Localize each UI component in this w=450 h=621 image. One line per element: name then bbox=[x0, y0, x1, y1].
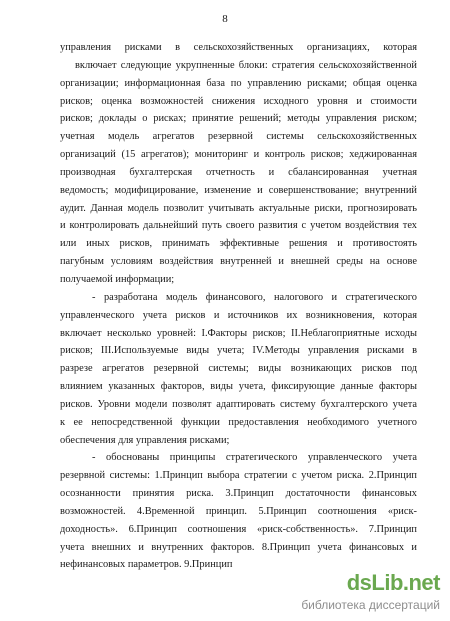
text-line: управления рисками в сельскохозяйственных организациях, которая bbox=[60, 42, 417, 53]
list-item-line: - обоснованы принципы стратегического управленческого учета bbox=[92, 452, 417, 464]
text-line: доходность». 6.Принцип соотношения «риск-собственность». 7.Принцип bbox=[60, 523, 417, 535]
text-line: рисков; оценка возможностей снижения исходного уровня и стоимости bbox=[60, 95, 417, 107]
text-line: или иных рисков, принимать эффективные решения и противостоять bbox=[60, 238, 417, 250]
text-line: получаемой информации; bbox=[60, 273, 175, 285]
text-line: включает несколько уровней: I.Факторы рисков; II.Неблагоприятные исходы bbox=[60, 327, 417, 339]
body-text bbox=[60, 39, 417, 574]
text-line: обеспечения для управления рисками; bbox=[60, 434, 230, 446]
text-line: рисков. Уровни модели позволят адаптировать систему бухгалтерского учета bbox=[60, 398, 417, 410]
text-line: разрезе агрегатов резервной системы; виды возникающих рисков под bbox=[60, 363, 417, 375]
text-line: пагубным условиям воздействия внутренней и внешней среды на основе bbox=[60, 256, 417, 268]
text-line: и контролировать дальнейший путь своего развития с учетом воздействия тех bbox=[60, 220, 417, 232]
text-line: учета внешних и внутренних факторов. 8.Принцип учета финансовых и bbox=[60, 541, 417, 553]
text-line: возможностей. 4.Временной принцип. 5.Принцип соотношения «риск- bbox=[60, 505, 417, 517]
text-line: аудит. Данная модель позволит учитывать актуальные риски, прогнозировать bbox=[60, 202, 417, 214]
text-line: организаций (15 агрегатов); мониторинг и контроль рисков; хеджированная bbox=[60, 149, 417, 161]
watermark-logo: dsLib.net bbox=[346, 570, 440, 595]
watermark bbox=[284, 570, 444, 618]
page-number: 8 bbox=[222, 13, 228, 25]
text-line: нефинансовых параметров. 9.Принцип bbox=[60, 559, 233, 571]
text-line: влиянием указанных факторов, виды учета, фиксирующие данные факторы bbox=[60, 381, 417, 393]
text-line: включает следующие укрупненные блоки: стратегия сельскохозяйственной bbox=[75, 59, 417, 71]
text-line: учетная модель агрегатов резервной системы сельскохозяйственных bbox=[60, 131, 417, 143]
list-item-line: - разработана модель финансового, налогового и стратегического bbox=[92, 291, 417, 303]
text-line: рисков; III.Используемые виды учета; IV.Методы управления рисками в bbox=[60, 345, 417, 357]
text-line: организации; информационная база по управлению рисками; общая оценка bbox=[60, 77, 417, 89]
text-line: ведомость; модифицирование, изменение и совершенствование; внутренний bbox=[60, 184, 417, 196]
watermark-subtitle: библиотека диссертаций bbox=[301, 598, 440, 612]
text-line: осознанности принятия риска. 3.Принцип достаточности финансовых bbox=[60, 488, 417, 500]
text-line: производная бухгалтерская отчетность и сбалансированная учетная bbox=[60, 166, 417, 178]
text-line: управленческого учета рисков и источников их возникновения, которая bbox=[60, 309, 417, 321]
text-line: резервной системы: 1.Принцип выбора стратегии с учетом риска. 2.Принцип bbox=[60, 470, 417, 482]
text-line: к ее непосредственной функции предоставления необходимого учетного bbox=[60, 416, 417, 428]
text-line: рисков; доклады о рисках; принятие решений; методы управления риском; bbox=[60, 113, 417, 125]
